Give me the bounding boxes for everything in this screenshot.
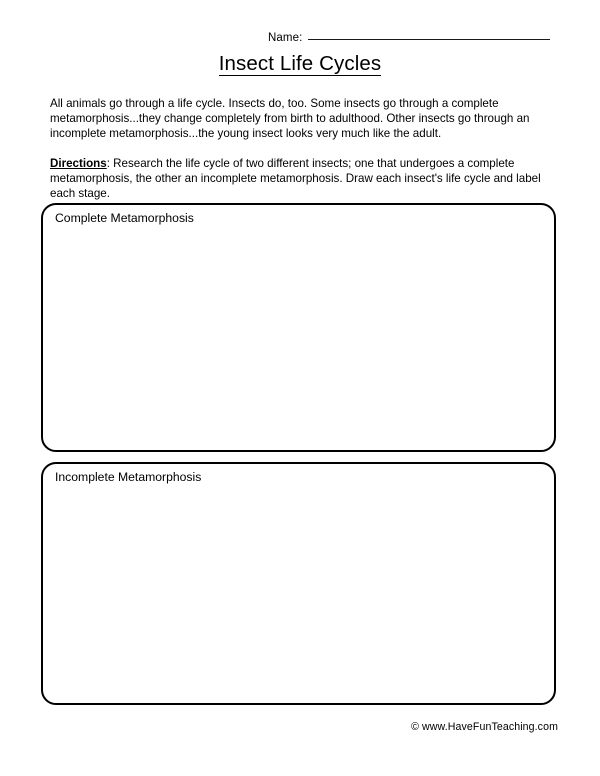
directions-keyword: Directions: [50, 156, 107, 170]
drawing-area-complete-metamorphosis[interactable]: [43, 231, 554, 450]
directions-text: Research the life cycle of two different insects; one that undergoes a complete metamorphosis, the other an incomplete metamorphosis. Draw each insect's life cycle and label each stage.: [50, 156, 541, 200]
directions-separator: :: [106, 156, 114, 170]
answer-box-label: Incomplete Metamorphosis: [55, 470, 202, 484]
page-title: [0, 52, 600, 76]
footer-copyright: © www.HaveFunTeaching.com: [411, 721, 558, 733]
drawing-area-incomplete-metamorphosis[interactable]: [43, 490, 554, 703]
directions-paragraph: [50, 156, 555, 201]
page-title-text: Insect Life Cycles: [218, 52, 382, 75]
answer-box-label: Complete Metamorphosis: [55, 211, 194, 225]
name-field-row: [268, 32, 550, 44]
answer-box-complete-metamorphosis[interactable]: [41, 203, 556, 452]
answer-box-incomplete-metamorphosis[interactable]: [41, 462, 556, 705]
name-field-label: Name:: [268, 32, 303, 44]
name-input-line[interactable]: [308, 39, 550, 40]
intro-paragraph: All animals go through a life cycle. Insects do, too. Some insects go through a complete metamorphosis...they change completely from birth to adulthood. Other insects go through an incomplete metamorphosis...the young insect looks very much like the adult.: [50, 96, 530, 140]
